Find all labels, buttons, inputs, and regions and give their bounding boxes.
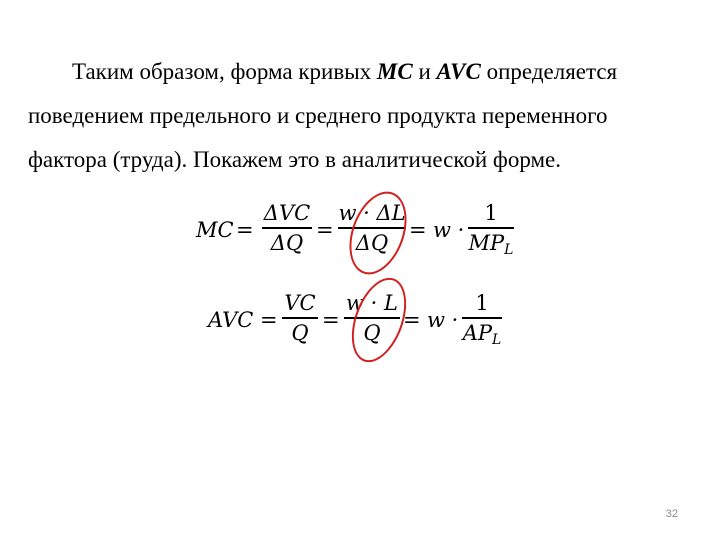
formula-avc-eq2: = xyxy=(322,308,340,332)
formula-avc-frac3-den xyxy=(462,320,502,353)
formula-mc-frac1 xyxy=(262,200,312,256)
formula-avc-mid: w · xyxy=(427,308,459,332)
intro-paragraph xyxy=(28,50,678,182)
formula-avc-eq1: = xyxy=(260,308,278,332)
fraction-bar xyxy=(262,227,312,229)
formula-mc-frac3-num: 1 xyxy=(484,201,498,225)
paragraph-line-2: поведением предельного и среднего продукта переменного xyxy=(28,103,608,128)
formula-avc-frac2-num: w · L xyxy=(346,291,398,315)
formula-mc-lhs: MC xyxy=(196,218,234,242)
paragraph-line-3: фактора (труда). Покажем это в аналитической форме. xyxy=(28,147,561,172)
formula-avc-eq3: = xyxy=(403,308,421,332)
term-avc: AVC xyxy=(436,59,481,84)
formula-mc-frac1-num: ΔVC xyxy=(263,201,311,225)
formula-avc-frac2-den: Q xyxy=(363,320,381,345)
formula-mc-eq3: = xyxy=(409,218,427,242)
fraction-bar xyxy=(468,227,514,229)
formula-mc-frac3-den xyxy=(468,230,514,263)
formula-avc-frac1-num: VC xyxy=(284,291,316,315)
line1-text-end: определяется xyxy=(480,59,618,84)
formula-mc-frac3 xyxy=(468,200,514,263)
formula-avc-lhs: AVC xyxy=(208,308,254,332)
mp-symbol: MP xyxy=(468,230,505,255)
mp-subscript: L xyxy=(504,241,514,258)
fraction-bar xyxy=(462,317,502,319)
line1-and: и xyxy=(412,59,437,84)
formula-mc-frac2-den: ΔQ xyxy=(355,230,389,255)
formula-avc-frac1 xyxy=(282,290,318,346)
ap-subscript: L xyxy=(492,331,502,348)
formula-avc-frac3 xyxy=(462,290,502,353)
formula-mc-mid: w · xyxy=(433,218,465,242)
term-mc: MC xyxy=(376,59,413,84)
ap-symbol: AP xyxy=(462,320,492,345)
formula-mc-frac2-num: w · ΔL xyxy=(338,201,406,225)
fraction-bar xyxy=(282,317,318,319)
formula-mc-frac1-den: ΔQ xyxy=(270,230,304,255)
line1-text-start: Таким образом, форма кривых xyxy=(72,59,377,84)
paragraph-line-1 xyxy=(28,50,678,94)
formula-avc-frac1-den: Q xyxy=(291,320,309,345)
page-number: 32 xyxy=(665,508,678,520)
formula-mc-eq2: = xyxy=(316,218,334,242)
formula-avc-frac3-num: 1 xyxy=(475,291,489,315)
formula-mc-eq1: = xyxy=(236,218,254,242)
